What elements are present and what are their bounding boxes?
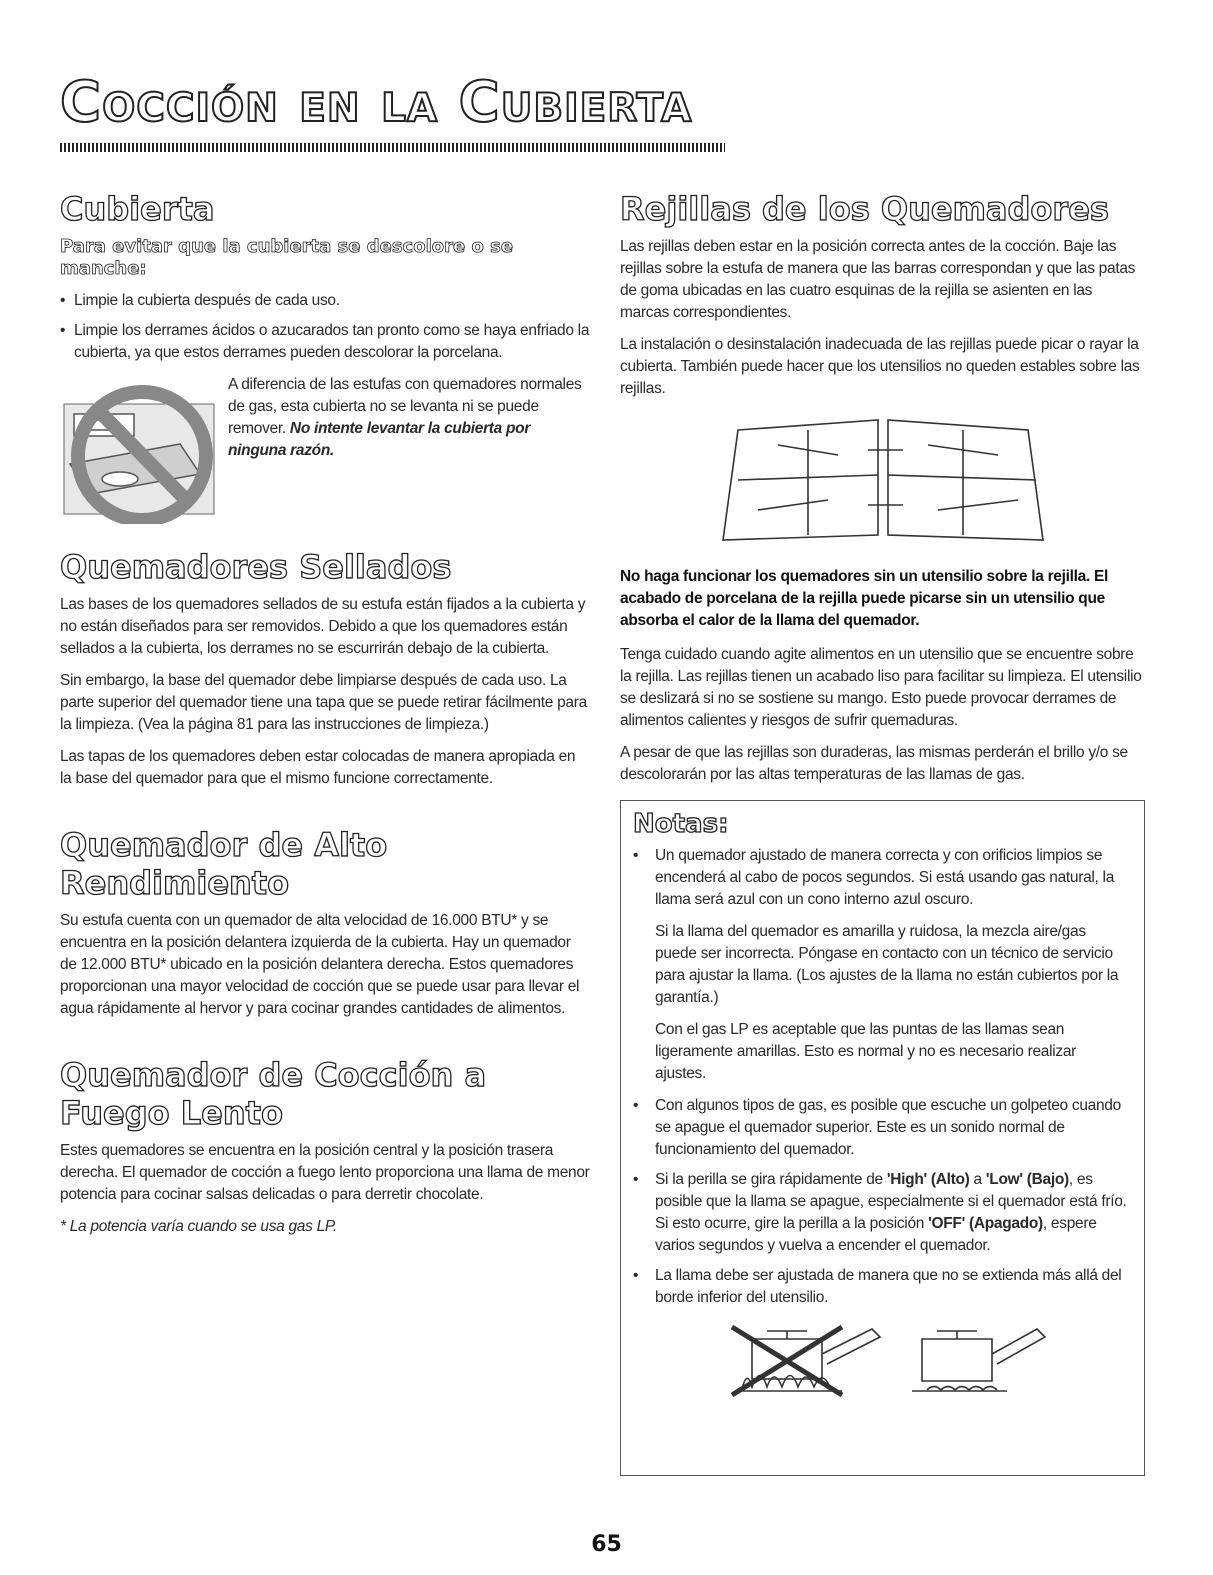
- notes-list-2: [633, 1095, 1130, 1309]
- alto-paragraph: Su estufa cuenta con un quemador de alta velocidad de 16.000 BTU* y se encuentra en la posición delantera izquierda de la cubierta. Hay un quemador de 12.000 BTU* ubicado en la posición delantera derecha. Estos quemadores proporcionan una mayor velocidad de cocción que se puede usar para llevar el agua rápidamente al hervor y para cocinar grandes cantidades de alimentos.: [60, 912, 580, 1017]
- lento-heading: Quemador de Cocción a Fuego Lento: [60, 1056, 487, 1132]
- rejillas-paragraph-3: Tenga cuidado cuando agite alimentos en un utensilio que se encuentre sobre la rejilla. Las rejillas tienen un acabado liso para facilitar su limpieza. El utensilio se deslizará si no se sostiene su mango. Esto puede provocar derrames de alimentos calientes y riesgos de sufrir quemaduras.: [620, 646, 1142, 729]
- sellados-paragraph-2: Sin embargo, la base del quemador debe limpiarse después de cada uso. La parte superior del quemador tiene una tapa que se puede retirar fácilmente para la limpieza. (Vea la página 81 para las instrucciones de limpieza.): [60, 672, 587, 733]
- page-number: 65: [591, 1532, 622, 1557]
- left-column: [60, 190, 590, 1248]
- notes-box: [620, 800, 1145, 1476]
- lento-footnote: * La potencia varía cuando se usa gas LP.: [60, 1218, 337, 1235]
- list-item: • Con algunos tipos de gas, es posible que escuche un golpeteo cuando se apague el quemador superior. Este es un sonido normal de funcionamiento del quemador.: [633, 1095, 1130, 1161]
- rejillas-warning: No haga funcionar los quemadores sin un utensilio sobre la rejilla. El acabado de porcelana de la rejilla puede picarse sin un utensilio que absorba el calor de la llama del quemador.: [620, 568, 1109, 629]
- list-item: • Limpie los derrames ácidos o azucarados tan pronto como se haya enfriado la cubierta, ya que estos derrames pueden descolorar la porcelana.: [60, 320, 590, 364]
- rejillas-paragraph-1: Las rejillas deben estar en la posición correcta antes de la cocción. Baje las rejillas sobre la estufa de manera que las barras correspondan y que las patas de goma ubicadas en las cuatro esquinas de la rejilla se asienten en las marcas correspondientes.: [620, 238, 1136, 321]
- cubierta-warning-text: No intente levantar la cubierta por ninguna razón.: [228, 420, 531, 459]
- list-item: [633, 1169, 1130, 1257]
- section-alto: [60, 826, 590, 1020]
- cubierta-bullets: [60, 290, 590, 364]
- list-item: • La llama debe ser ajustada de manera que no se extienda más allá del borde inferior del utensilio.: [633, 1265, 1130, 1309]
- section-sellados: [60, 548, 590, 790]
- list-item: • Limpie la cubierta después de cada uso.: [60, 290, 590, 312]
- note-text: Si la perilla se gira rápidamente de: [655, 1171, 887, 1188]
- sellados-paragraph-1: Las bases de los quemadores sellados de su estufa están fijados a la cubierta y no están diseñados para ser removidos. Debido a que los quemadores están sellados a la cubierta, los derrames no se escurrirán debajo de la cubierta.: [60, 596, 586, 657]
- notes-paragraph-lp: Con el gas LP es aceptable que las puntas de las llamas sean ligeramente amarillas. Esto es normal y no es necesario realizar ajustes.: [655, 1021, 1077, 1082]
- cubierta-subheading: Para evitar que la cubierta se descolore o se manche:: [60, 236, 514, 279]
- title-rule: [60, 143, 725, 152]
- cubierta-lead-text: A diferencia de las estufas con quemadores normales de gas, esta cubierta no se levanta ni se puede remover.: [228, 376, 582, 437]
- rejillas-paragraph-4: A pesar de que las rejillas son duraderas, las mismas perderán el brillo y/o se descolorarán por las altas temperaturas de las llamas de gas.: [620, 744, 1128, 783]
- section-lento: [60, 1056, 590, 1238]
- burner-grates-icon: [718, 410, 1048, 550]
- note-text: , espere varios segundos y vuelva a encender el quemador.: [655, 1215, 1097, 1254]
- rejillas-heading: Rejillas de los Quemadores: [620, 190, 1109, 228]
- notes-list: [633, 845, 1130, 911]
- sellados-heading: Quemadores Sellados: [60, 548, 452, 586]
- cubierta-heading: Cubierta: [60, 190, 215, 228]
- rejillas-paragraph-2: La instalación o desinstalación inadecuada de las rejillas puede picar o rayar la cubierta. También puede hacer que los utensilios no queden estables sobre las rejillas.: [620, 336, 1140, 397]
- section-cubierta: [60, 190, 590, 528]
- notes-paragraph-flame: Si la llama del quemador es amarilla y ruidosa, la mezcla aire/gas puede ser incorrecta. Póngase en contacto con un técnico de servicio para ajustar la llama. (Los ajustes de la llama no están cubiertos por la garantía.): [655, 923, 1119, 1006]
- section-rejillas: [620, 190, 1145, 786]
- lento-paragraph: Estes quemadores se encuentra en la posición central y la posición trasera derecha. El quemador de cocción a fuego lento proporciona una llama de menor potencia para cocinar salsas delicadas o para derretir chocolate.: [60, 1142, 590, 1203]
- list-item: • Un quemador ajustado de manera correcta y con orificios limpios se encenderá al cabo de pocos segundos. Si está usando gas natural, la llama será azul con un cono interno azul oscuro.: [633, 845, 1130, 911]
- low-setting-label: 'Low' (Bajo): [985, 1171, 1069, 1188]
- no-lift-cooktop-icon: [60, 374, 220, 524]
- note-text: a: [969, 1171, 986, 1188]
- right-column: [620, 190, 1145, 1476]
- notes-heading: Notas:: [633, 809, 729, 839]
- page-title: Cocción en la Cubierta: [60, 70, 693, 135]
- sellados-paragraph-3: Las tapas de los quemadores deben estar colocadas de manera apropiada en la base del quemador para que el mismo funcione correctamente.: [60, 748, 576, 787]
- note-text: , es posible que la llama se apague, especialmente si el quemador está frío. Si esto ocurre, gire la perilla a la posición: [655, 1171, 1127, 1232]
- high-setting-label: 'High' (Alto): [886, 1171, 970, 1188]
- flame-size-icon: [712, 1319, 1052, 1399]
- off-setting-label: 'OFF' (Apagado): [928, 1215, 1043, 1232]
- alto-heading: Quemador de Alto Rendimiento: [60, 826, 388, 902]
